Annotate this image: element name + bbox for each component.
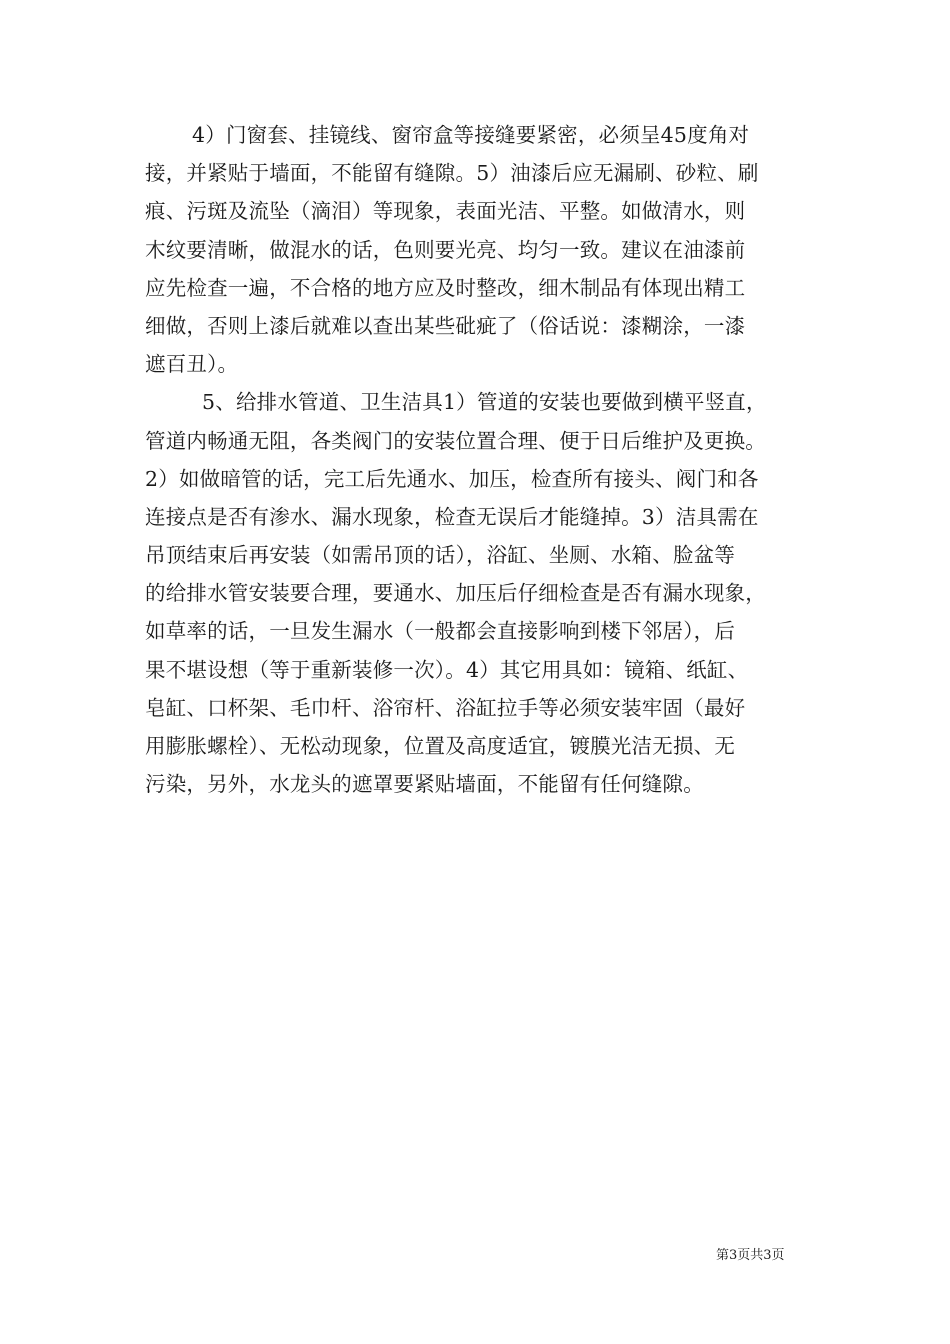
- text-line: 吊顶结束后再安装（如需吊顶的话），浴缸、坐厕、水箱、脸盆等: [145, 543, 736, 568]
- text-line: 用膨胀螺栓）、无松动现象，位置及高度适宜，镀膜光洁无损、无: [145, 734, 736, 758]
- page-number: 第3页共3页: [716, 1248, 785, 1263]
- document-body: [145, 116, 810, 803]
- text-line: 污染，另外，水龙头的遮罩要紧贴墙面，不能留有任何缝隙。: [145, 772, 704, 797]
- text-line: 接，并紧贴于墙面，不能留有缝隙。5）油漆后应无漏刷、砂粒、刷: [145, 161, 759, 186]
- text-line: 2）如做暗管的话，完工后先通水、加压，检查所有接头、阀门和各: [145, 466, 759, 491]
- text-line: 管道内畅通无阻，各类阀门的安装位置合理、便于日后维护及更换。: [145, 428, 766, 453]
- text-line: 皂缸、口杯架、毛巾杆、浴帘杆、浴缸拉手等必须安装牢固（最好: [145, 695, 746, 720]
- paragraph-doors-windows-paint: [145, 116, 810, 383]
- text-line: 细做，否则上漆后就难以查出某些砒疵了（俗话说：漆糊涂，一漆: [145, 313, 746, 338]
- text-line: 木纹要清晰，做混水的话，色则要光亮、均匀一致。建议在油漆前: [145, 237, 746, 262]
- text-line: 遮百丑）。: [145, 352, 239, 377]
- text-line: 4）门窗套、挂镜线、窗帘盒等接缝要紧密，必须呈45度角对: [192, 123, 750, 147]
- text-line: 连接点是否有渗水、漏水现象，检查无误后才能缝掉。3）洁具需在: [145, 504, 759, 529]
- text-line: 痕、污斑及流坠（滴泪）等现象，表面光洁、平整。如做清水，则: [145, 199, 746, 224]
- text-line: 应先检查一遍，不合格的地方应及时整改，细木制品有体现出精工: [145, 275, 746, 300]
- text-line: 5、给排水管道、卫生洁具1）管道的安装也要做到横平竖直，: [202, 390, 767, 415]
- text-line: 如草率的话，一旦发生漏水（一般都会直接影响到楼下邻居），后: [145, 619, 736, 644]
- text-line: 果不堪设想（等于重新装修一次）。4）其它用具如：镜箱、纸缸、: [145, 657, 749, 682]
- text-line: 的给排水管安装要合理，要通水、加压后仔细检查是否有漏水现象，: [145, 581, 766, 606]
- paragraph-plumbing-sanitary: [145, 383, 810, 803]
